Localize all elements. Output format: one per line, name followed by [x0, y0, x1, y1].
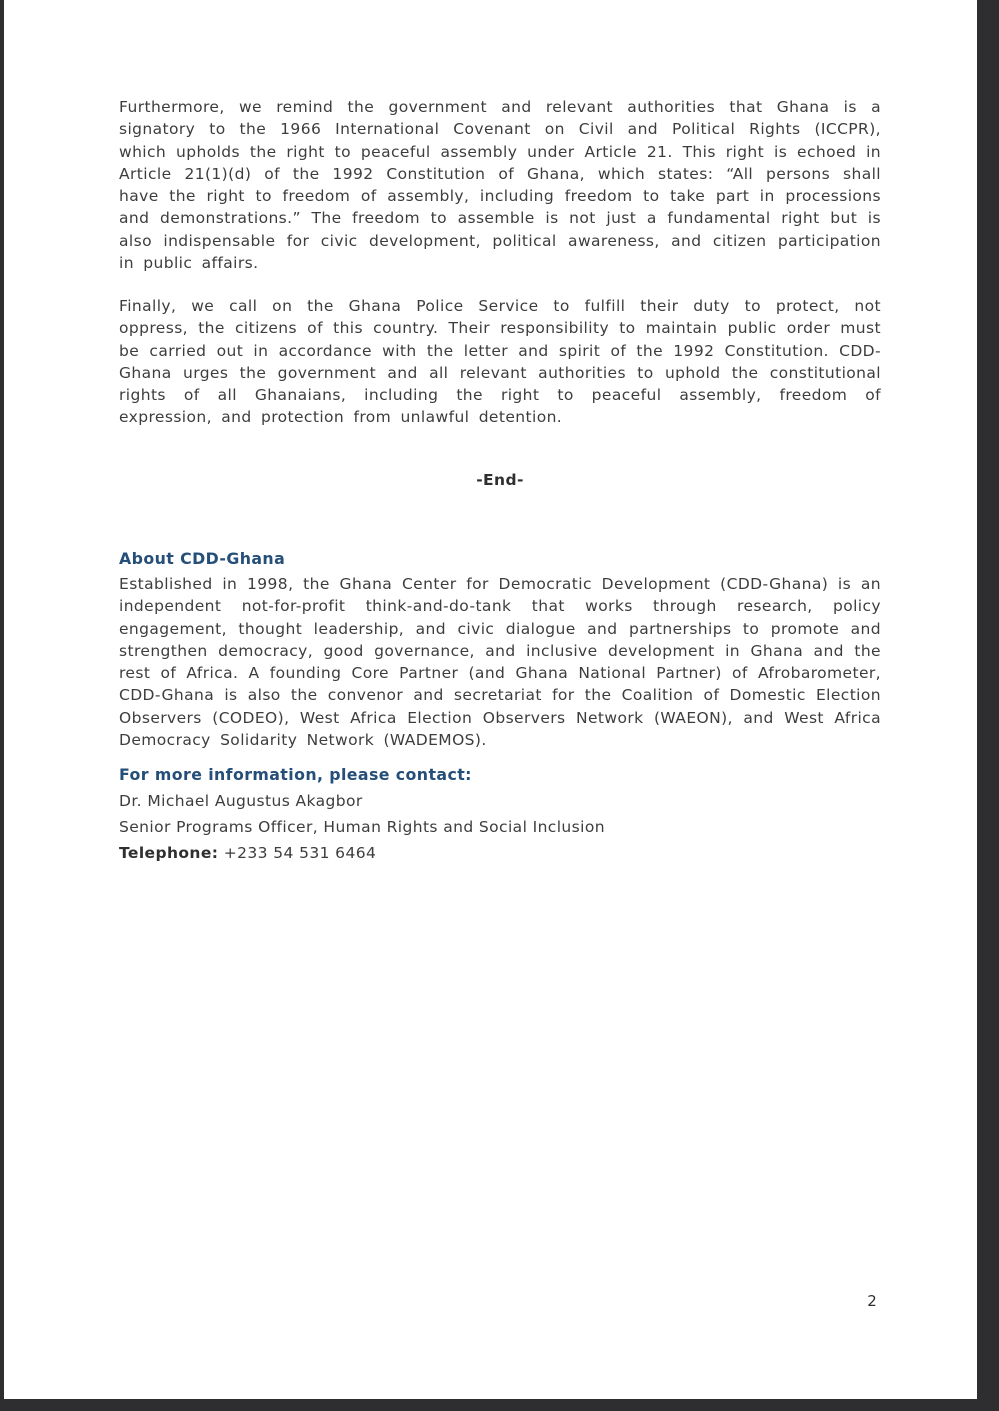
phone-label: Telephone: [119, 844, 219, 862]
page-number: 2 [867, 1292, 877, 1310]
contact-name: Dr. Michael Augustus Akagbor [119, 792, 363, 810]
contact-phone-line [119, 844, 881, 862]
end-marker: -End- [476, 471, 524, 489]
about-heading: About CDD-Ghana [119, 549, 286, 568]
phone-number: +233 54 531 6464 [223, 844, 377, 862]
about-paragraph: Established in 1998, the Ghana Center for Democratic Development (CDD-Ghana) is an independent not-for-profit think-and-do-tank that works through research, policy engagement, thought leadership, and civic dialogue and partnerships to promote and strengthen democracy, good governance, and inclusive development in Ghana and the rest of Africa. A founding Core Partner (and Ghana National Partner) of Afrobarometer, CDD-Ghana is also the convenor and secretariat for the Coalition of Domestic Election Observers (CODEO), West Africa Election Observers Network (WAEON), and West Africa Democracy Solidarity Network (WADEMOS). [119, 575, 881, 750]
contact-title: Senior Programs Officer, Human Rights and Social Inclusion [119, 818, 605, 836]
paragraph-furthermore: Furthermore, we remind the government and relevant authorities that Ghana is a signatory to the 1966 International Covenant on Civil and Political Rights (ICCPR), which upholds the right to peaceful assembly under Article 21. This right is echoed in Article 21(1)(d) of the 1992 Constitution of Ghana, which states: “All persons shall have the right to freedom of assembly, including freedom to take part in processions and demonstrations.” The freedom to assemble is not just a fundamental right but is also indispensable for civic development, political awareness, and citizen participation in public affairs. [119, 98, 881, 273]
paragraph-finally: Finally, we call on the Ghana Police Service to fulfill their duty to protect, not oppress, the citizens of this country. Their responsibility to maintain public order must be carried out in accordance with the letter and spirit of the 1992 Constitution. CDD-Ghana urges the government and all relevant authorities to uphold the constitutional rights of all Ghanaians, including the right to peaceful assembly, freedom of expression, and protection from unlawful detention. [119, 297, 881, 427]
document-page [4, 0, 977, 1399]
contact-heading: For more information, please contact: [119, 765, 472, 784]
